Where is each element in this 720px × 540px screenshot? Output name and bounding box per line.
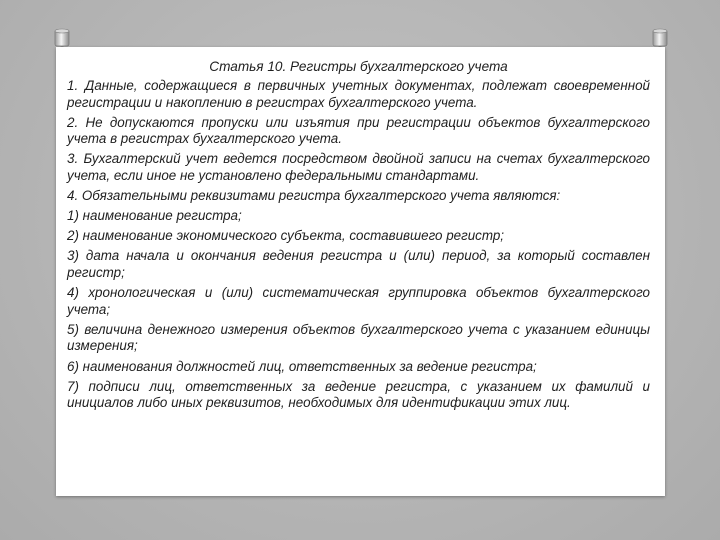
paragraph-1: 1. Данные, содержащиеся в первичных учетных документах, подлежат своевременной регистрации и накоплению в регистрах бухгалтерского учета. <box>67 78 650 110</box>
paragraph-2: 2. Не допускаются пропуски или изъятия при регистрации объектов бухгалтерского учета в регистрах бухгалтерского учета. <box>67 114 650 147</box>
list-item-2: 2) наименование экономического субъекта, составившего регистр; <box>67 228 505 244</box>
list-item-7: 7) подписи лиц, ответственных за ведение регистра, с указанием их фамилий и инициалов либо иных реквизитов, необходимых для идентификации этих лиц. <box>67 378 650 411</box>
list-item-4: 4) хронологическая и (или) систематическая группировка объектов бухгалтерского учета; <box>67 285 650 317</box>
list-item-1: 1) наименование регистра; <box>67 208 242 224</box>
paragraph-4: 4. Обязательными реквизитами регистра бухгалтерского учета являются: <box>67 188 561 204</box>
document-card <box>56 47 665 496</box>
document-title: Статья 10. Регистры бухгалтерского учета <box>209 59 508 74</box>
paragraph-3: 3. Бухгалтерский учет ведется посредством двойной записи на счетах бухгалтерского учета, если иное не установлено федеральными стандартами. <box>67 151 650 184</box>
list-item-6: 6) наименования должностей лиц, ответственных за ведение регистра; <box>67 358 537 374</box>
document-body <box>67 59 650 415</box>
list-item-3: 3) дата начала и окончания ведения регистра и (или) период, за который составлен регистр; <box>67 248 650 281</box>
list-item-5: 5) величина денежного измерения объектов бухгалтерского учета с указанием единицы измерения; <box>67 321 650 354</box>
